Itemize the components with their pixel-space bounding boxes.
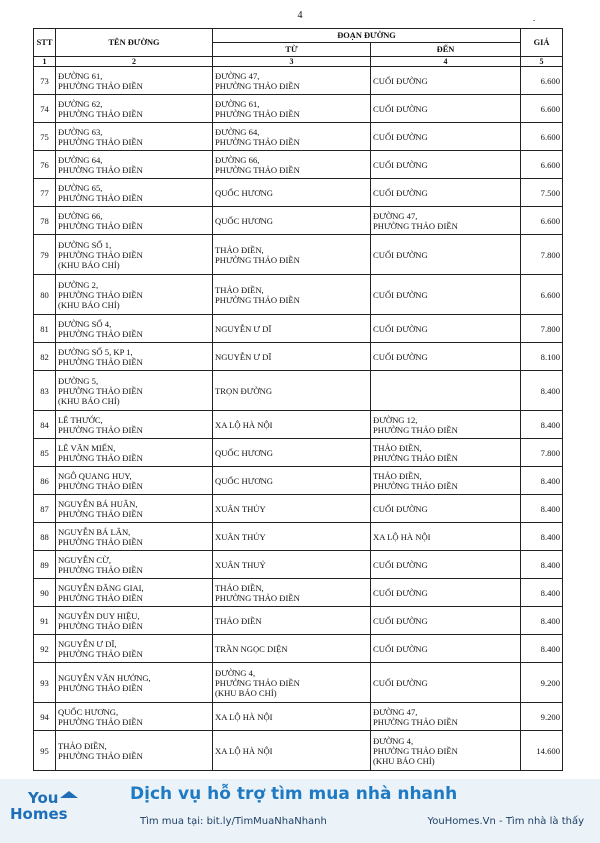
column-index-row (34, 57, 563, 67)
street-name-cell: NGÔ QUANG HUY, PHƯỜNG THẢO ĐIỀN (56, 467, 213, 495)
table-row (34, 151, 563, 179)
stt-cell: 82 (34, 343, 56, 371)
table-row (34, 703, 563, 731)
from-cell: XUÂN THỦY (213, 523, 371, 551)
to-cell: CUỐI ĐƯỜNG (371, 663, 521, 703)
from-cell: TRẦN NGỌC DIỆN (213, 635, 371, 663)
to-cell: XA LỘ HÀ NỘI (371, 523, 521, 551)
to-cell: ĐƯỜNG 47, PHƯỜNG THẢO ĐIỀN (371, 207, 521, 235)
price-cell: 7.800 (521, 439, 563, 467)
stt-cell: 85 (34, 439, 56, 467)
table-row (34, 607, 563, 635)
to-cell: CUỐI ĐƯỜNG (371, 179, 521, 207)
to-cell: CUỐI ĐƯỜNG (371, 95, 521, 123)
price-cell: 8.400 (521, 371, 563, 411)
from-cell: THẢO ĐIỀN, PHƯỜNG THẢO ĐIỀN (213, 579, 371, 607)
table-row (34, 411, 563, 439)
street-name-cell: ĐƯỜNG 62, PHƯỜNG THẢO ĐIỀN (56, 95, 213, 123)
table-row (34, 579, 563, 607)
from-cell: ĐƯỜNG 47, PHƯỜNG THẢO ĐIỀN (213, 67, 371, 95)
from-cell: ĐƯỜNG 66, PHƯỜNG THẢO ĐIỀN (213, 151, 371, 179)
price-cell: 8.400 (521, 607, 563, 635)
to-cell: CUỐI ĐƯỜNG (371, 67, 521, 95)
to-cell: ĐƯỜNG 12, PHƯỜNG THẢO ĐIỀN (371, 411, 521, 439)
stt-cell: 83 (34, 371, 56, 411)
table-row (34, 551, 563, 579)
table-row (34, 495, 563, 523)
stt-cell: 84 (34, 411, 56, 439)
street-name-cell: QUỐC HƯƠNG, PHƯỜNG THẢO ĐIỀN (56, 703, 213, 731)
from-cell: TRỌN ĐƯỜNG (213, 371, 371, 411)
street-name-cell: THẢO ĐIỀN, PHƯỜNG THẢO ĐIỀN (56, 731, 213, 771)
price-cell: 6.600 (521, 67, 563, 95)
table-row (34, 663, 563, 703)
price-cell: 6.600 (521, 275, 563, 315)
stt-cell: 88 (34, 523, 56, 551)
table-row (34, 635, 563, 663)
stt-cell: 92 (34, 635, 56, 663)
from-cell: THẢO ĐIỀN (213, 607, 371, 635)
street-name-cell: LÊ THƯỚC, PHƯỜNG THẢO ĐIỀN (56, 411, 213, 439)
table-row (34, 315, 563, 343)
stt-cell: 74 (34, 95, 56, 123)
footer-site-link[interactable]: YouHomes.Vn - Tìm nhà là thấy (427, 816, 584, 827)
header-to: ĐẾN (371, 43, 521, 57)
footer-slogan: Dịch vụ hỗ trợ tìm mua nhà nhanh (130, 784, 458, 804)
from-cell: QUỐC HƯƠNG (213, 207, 371, 235)
table-row (34, 207, 563, 235)
street-name-cell: ĐƯỜNG SỐ 4, PHƯỜNG THẢO ĐIỀN (56, 315, 213, 343)
price-cell: 7.800 (521, 235, 563, 275)
street-name-cell: LÊ VĂN MIẾN, PHƯỜNG THẢO ĐIỀN (56, 439, 213, 467)
stt-cell: 78 (34, 207, 56, 235)
street-name-cell: ĐƯỜNG 5, PHƯỜNG THẢO ĐIỀN (KHU BÁO CHÍ) (56, 371, 213, 411)
stt-cell: 79 (34, 235, 56, 275)
from-cell: ĐƯỜNG 64, PHƯỜNG THẢO ĐIỀN (213, 123, 371, 151)
from-cell: QUỐC HƯƠNG (213, 179, 371, 207)
table-row (34, 235, 563, 275)
price-cell: 8.400 (521, 551, 563, 579)
street-name-cell: ĐƯỜNG 63, PHƯỜNG THẢO ĐIỀN (56, 123, 213, 151)
stt-cell: 76 (34, 151, 56, 179)
from-cell: XA LỘ HÀ NỘI (213, 731, 371, 771)
street-name-cell: NGUYỄN DUY HIỆU, PHƯỜNG THẢO ĐIỀN (56, 607, 213, 635)
footer-banner (0, 779, 600, 843)
to-cell: CUỐI ĐƯỜNG (371, 315, 521, 343)
price-cell: 9.200 (521, 703, 563, 731)
street-name-cell: NGUYỄN BÁ HUÂN, PHƯỜNG THẢO ĐIỀN (56, 495, 213, 523)
from-cell: XUÂN THỦY (213, 495, 371, 523)
street-name-cell: ĐƯỜNG 66, PHƯỜNG THẢO ĐIỀN (56, 207, 213, 235)
from-cell: XA LỘ HÀ NỘI (213, 703, 371, 731)
stt-cell: 86 (34, 467, 56, 495)
table-row (34, 95, 563, 123)
street-name-cell: NGUYỄN Ư DĨ, PHƯỜNG THẢO ĐIỀN (56, 635, 213, 663)
table-row (34, 523, 563, 551)
stt-cell: 87 (34, 495, 56, 523)
price-cell: 6.600 (521, 95, 563, 123)
header-stt: STT (34, 29, 56, 57)
table-row (34, 67, 563, 95)
header-road-section: ĐOẠN ĐƯỜNG (213, 29, 521, 43)
to-cell: CUỐI ĐƯỜNG (371, 151, 521, 179)
street-name-cell: NGUYỄN ĐĂNG GIAI, PHƯỜNG THẢO ĐIỀN (56, 579, 213, 607)
street-name-cell: NGUYỄN BÁ LÂN, PHƯỜNG THẢO ĐIỀN (56, 523, 213, 551)
price-cell: 6.600 (521, 123, 563, 151)
header-street-name: TÊN ĐƯỜNG (56, 29, 213, 57)
price-cell: 7.800 (521, 315, 563, 343)
footer-search-link[interactable]: Tìm mua tại: bit.ly/TimMuaNhaNhanh (140, 816, 327, 827)
from-cell: NGUYỄN Ư DĨ (213, 315, 371, 343)
logo-top-text: You (28, 789, 59, 807)
price-cell: 7.500 (521, 179, 563, 207)
page-number: 4 (297, 10, 303, 21)
header-price: GIÁ (521, 29, 563, 57)
to-cell: CUỐI ĐƯỜNG (371, 551, 521, 579)
stt-cell: 89 (34, 551, 56, 579)
index-cell: 3 (213, 57, 371, 67)
table-row (34, 179, 563, 207)
stt-cell: 81 (34, 315, 56, 343)
price-cell: 8.400 (521, 579, 563, 607)
price-cell: 8.400 (521, 467, 563, 495)
stt-cell: 93 (34, 663, 56, 703)
to-cell: CUỐI ĐƯỜNG (371, 495, 521, 523)
index-cell: 2 (56, 57, 213, 67)
to-cell: CUỐI ĐƯỜNG (371, 635, 521, 663)
from-cell: NGUYỄN Ư DĨ (213, 343, 371, 371)
to-cell: CUỐI ĐƯỜNG (371, 123, 521, 151)
stt-cell: 77 (34, 179, 56, 207)
youhomes-logo[interactable] (10, 789, 102, 833)
table-row (34, 123, 563, 151)
stt-cell: 80 (34, 275, 56, 315)
price-cell: 9.200 (521, 663, 563, 703)
stt-cell: 73 (34, 67, 56, 95)
price-cell: 6.600 (521, 207, 563, 235)
stt-cell: 90 (34, 579, 56, 607)
index-cell: 4 (371, 57, 521, 67)
index-cell: 5 (521, 57, 563, 67)
to-cell: THẢO ĐIỀN, PHƯỜNG THẢO ĐIỀN (371, 467, 521, 495)
to-cell: CUỐI ĐƯỜNG (371, 607, 521, 635)
table-row (34, 343, 563, 371)
from-cell: ĐƯỜNG 4, PHƯỜNG THẢO ĐIỀN (KHU BÁO CHÍ) (213, 663, 371, 703)
price-cell: 8.400 (521, 523, 563, 551)
price-cell: 14.600 (521, 731, 563, 771)
house-roof-icon (60, 791, 78, 798)
logo-bottom-text: Homes (10, 805, 68, 823)
table-row (34, 371, 563, 411)
from-cell: QUỐC HƯƠNG (213, 467, 371, 495)
from-cell: XA LỘ HÀ NỘI (213, 411, 371, 439)
street-name-cell: ĐƯỜNG 2, PHƯỜNG THẢO ĐIỀN (KHU BÁO CHÍ) (56, 275, 213, 315)
street-name-cell: NGUYỄN VĂN HƯỞNG, PHƯỜNG THẢO ĐIỀN (56, 663, 213, 703)
street-name-cell: ĐƯỜNG 61, PHƯỜNG THẢO ĐIỀN (56, 67, 213, 95)
table-row (34, 439, 563, 467)
from-cell: THẢO ĐIỀN, PHƯỜNG THẢO ĐIỀN (213, 235, 371, 275)
from-cell: THẢO ĐIỀN, PHƯỜNG THẢO ĐIỀN (213, 275, 371, 315)
price-cell: 8.400 (521, 495, 563, 523)
price-cell: 8.100 (521, 343, 563, 371)
from-cell: QUỐC HƯƠNG (213, 439, 371, 467)
stt-cell: 94 (34, 703, 56, 731)
price-cell: 8.400 (521, 635, 563, 663)
to-cell: CUỐI ĐƯỜNG (371, 275, 521, 315)
street-name-cell: ĐƯỜNG 64, PHƯỜNG THẢO ĐIỀN (56, 151, 213, 179)
stt-cell: 91 (34, 607, 56, 635)
from-cell: XUÂN THUỶ (213, 551, 371, 579)
to-cell: CUỐI ĐƯỜNG (371, 235, 521, 275)
to-cell: CUỐI ĐƯỜNG (371, 343, 521, 371)
index-cell: 1 (34, 57, 56, 67)
street-name-cell: ĐƯỜNG 65, PHƯỜNG THẢO ĐIỀN (56, 179, 213, 207)
street-name-cell: NGUYỄN CỪ, PHƯỜNG THẢO ĐIỀN (56, 551, 213, 579)
table-row (34, 275, 563, 315)
stt-cell: 95 (34, 731, 56, 771)
price-cell: 6.600 (521, 151, 563, 179)
stt-cell: 75 (34, 123, 56, 151)
from-cell: ĐƯỜNG 61, PHƯỜNG THẢO ĐIỀN (213, 95, 371, 123)
table-row (34, 467, 563, 495)
to-cell: ĐƯỜNG 4, PHƯỜNG THẢO ĐIỀN (KHU BÁO CHÍ) (371, 731, 521, 771)
street-name-cell: ĐƯỜNG SỐ 5, KP 1, PHƯỜNG THẢO ĐIỀN (56, 343, 213, 371)
to-cell: ĐƯỜNG 47, PHƯỜNG THẢO ĐIỀN (371, 703, 521, 731)
street-name-cell: ĐƯỜNG SỐ 1, PHƯỜNG THẢO ĐIỀN (KHU BÁO CHÍ) (56, 235, 213, 275)
land-price-table (33, 28, 563, 771)
to-cell: THẢO ĐIỀN, PHƯỜNG THẢO ĐIỀN (371, 439, 521, 467)
table-row (34, 731, 563, 771)
to-cell: CUỐI ĐƯỜNG (371, 579, 521, 607)
price-cell: 8.400 (521, 411, 563, 439)
to-cell (371, 371, 521, 411)
header-from: TỪ (213, 43, 371, 57)
page-dot: . (533, 13, 536, 23)
